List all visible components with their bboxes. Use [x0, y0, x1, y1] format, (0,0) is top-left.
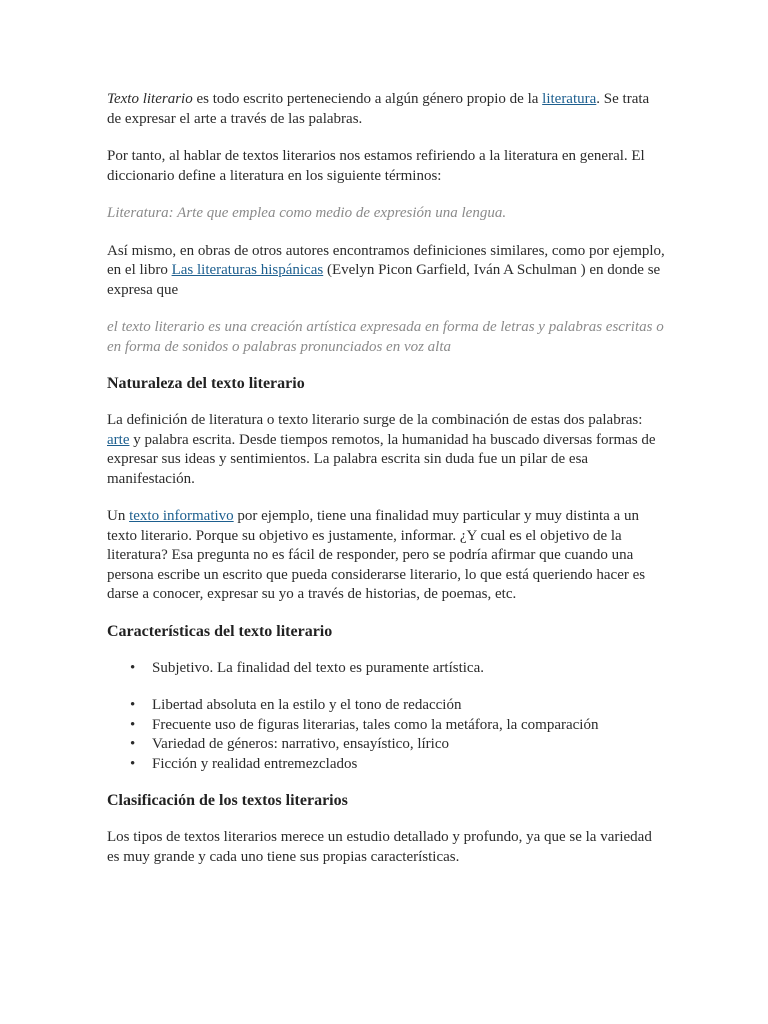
link-texto-informativo[interactable]: texto informativo [129, 508, 234, 524]
intro-paragraph: Texto literario es todo escrito perteneciendo a algún género propio de la literatura. Se trata de expresar el arte a través de las palabras. [107, 91, 650, 127]
article-body [107, 90, 667, 867]
characteristics-list-second [107, 696, 667, 774]
paragraph-clasificacion: Los tipos de textos literarios merece un estudio detallado y profundo, ya que se la variedad es muy grande y cada uno tiene sus propias características. [107, 829, 652, 865]
quote-texto-literario: el texto literario es una creación artística expresada en forma de letras y palabras escritas o en forma de sonidos o palabras pronunciados en voz alta [107, 319, 664, 355]
paragraph-definition-intro: Por tanto, al hablar de textos literarios nos estamos refiriendo a la literatura en general. El diccionario define a literatura en los siguiente términos: [107, 148, 645, 184]
link-literatura[interactable]: literatura [542, 91, 597, 107]
paragraph-naturaleza: La definición de literatura o texto literario surge de la combinación de estas dos palabras: arte y palabra escrita. Desde tiempos remotos, la humanidad ha buscado diversas formas de expresar sus ideas y sentimientos. La palabra escrita sin duda fue un pilar de esa manifestación. [107, 412, 656, 487]
term-texto-literario: Texto literario [107, 91, 193, 107]
characteristics-list-first [107, 659, 667, 679]
list-item: • Variedad de géneros: narrativo, ensayístico, lírico [152, 735, 667, 755]
quote-literatura-definition: Literatura: Arte que emplea como medio de expresión una lengua. [107, 205, 507, 221]
link-arte[interactable]: arte [107, 431, 130, 448]
list-item: • Ficción y realidad entremezclados [152, 755, 667, 775]
paragraph-texto-informativo: Un texto informativo por ejemplo, tiene una finalidad muy particular y muy distinta a un texto literario. Porque su objetivo es justamente, informar. ¿Y cual es el objetivo de la literatura? Esa pregunta no es fácil de responder, pero se podría afirmar que cuando una persona escribe un escrito que pueda considerarse literario, lo que está queriendo hacer es darse a conocer, expresar su yo a través de historias, de poemas, etc. [107, 508, 646, 602]
list-item: • Subjetivo. La finalidad del texto es puramente artística. [152, 659, 667, 679]
paragraph-other-authors: Así mismo, en obras de otros autores encontramos definiciones similares, como por ejemplo, en el libro Las literaturas hispánicas (Evelyn Picon Garfield, Iván A Schulman ) en donde se expresa que [107, 242, 665, 298]
heading-caracteristicas: Características del texto literario [107, 622, 333, 640]
heading-naturaleza: Naturaleza del texto literario [107, 375, 305, 392]
heading-clasificacion: Clasificación de los textos literarios [107, 792, 348, 809]
list-item: • Libertad absoluta en la estilo y el tono de redacción [152, 696, 667, 716]
list-item: • Frecuente uso de figuras literarias, tales como la metáfora, la comparación [152, 716, 667, 736]
link-literaturas-hispanicas[interactable]: Las literaturas hispánicas [171, 262, 324, 278]
